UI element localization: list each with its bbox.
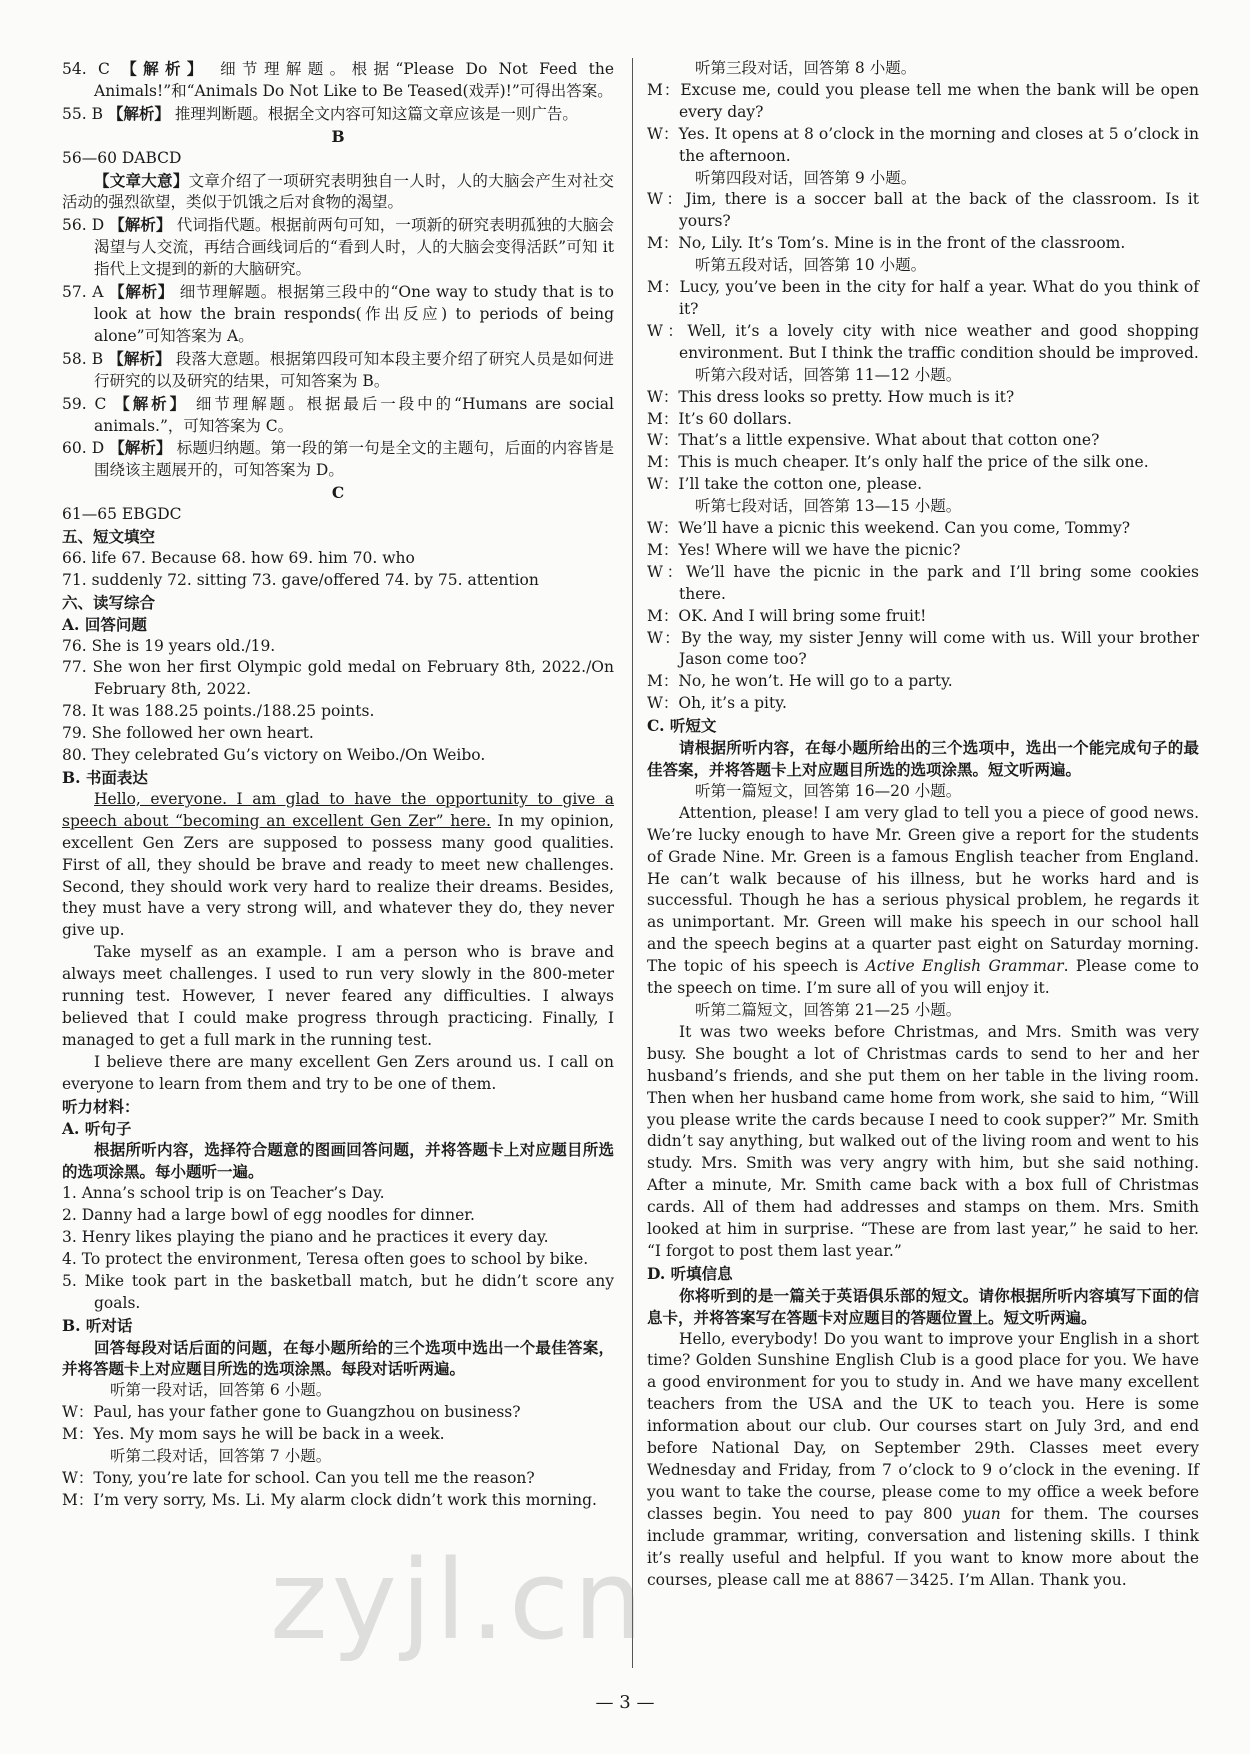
section-c-heading: C xyxy=(331,483,345,503)
dialogue-4-line: W：Jim, there is a soccer ball at the back of the classroom. Is it yours? xyxy=(647,190,1199,231)
dialogue-4-line: M：No, Lily. It’s Tom’s. Mine is in the front of the classroom. xyxy=(647,234,1126,253)
dialogue-1-heading: 听第一段对话，回答第 6 小题。 xyxy=(110,1381,332,1400)
answer-78: 78. It was 188.25 points./188.25 points. xyxy=(62,702,375,721)
answer-57: 57. A 【解析】 细节理解题。根据第三段中的“One way to study that is to look at how the brain responds(作出反应) to periods of being alone”可知答案为 A。 xyxy=(62,282,614,345)
dialogue-7-heading: 听第七段对话，回答第 13—15 小题。 xyxy=(695,497,962,516)
passage-2-text: It was two weeks before Christmas, and Mrs. Smith was very busy. She bought a lot of Christmas cards to send to her and her husband’s friends, and she put them on her table in the living room. Then when her husband came home from work, she said to him, “Will you please write the cards because I need to cook supper?” Mr. Smith didn’t say anything, but walked out of the living room and went to his study. Mrs. Smith was very angry with him, but she said nothing. After a minute, Mr. Smith came back with a box full of Christmas cards. All of them had addresses and stamps on them. Mrs. Smith looked at him in surprise. “These are from last year,” he said to her. “I forgot to post them last year.” xyxy=(647,1022,1199,1260)
sentence-4: 4. To protect the environment, Teresa often goes to school by bike. xyxy=(62,1249,589,1268)
answer-76: 76. She is 19 years old./19. xyxy=(62,636,276,655)
answer-56: 56. D 【解析】 代词指代题。根据前两句可知，一项新的研究表明孤独的大脑会渴望与人交流，再结合画线词后的“看到人时，人的大脑会变得活跃”可知 it 指代上文提到的新的大脑研究。 xyxy=(62,215,614,279)
listen-d-title: D. 听填信息 xyxy=(647,1263,733,1283)
dialogue-3-line: M：Excuse me, could you please tell me when the bank will be open every day? xyxy=(647,80,1199,121)
dialogue-5-line: W：Well, it’s a lovely city with nice weather and good shopping environment. But I think the traffic condition should be improved. xyxy=(647,321,1199,362)
listening-title: 听力材料： xyxy=(62,1096,140,1116)
dialogue-7-line: W：We’ll have a picnic this weekend. Can you come, Tommy? xyxy=(647,519,1131,538)
essay-paragraph-1: Hello, everyone. I am glad to have the opportunity to give a speech about “becoming an excellent Gen Zer” here. In my opinion, excellent Gen Zers are supposed to possess many good qualities. First of all, they should be brave and ready to meet new challenges. Second, they should work very hard to realize their dreams. Besides, they must have a very strong will, and whatever they do, they never give up. xyxy=(62,789,614,940)
dialogue-7-line: M：No, he won’t. He will go to a party. xyxy=(647,672,953,691)
right-column xyxy=(647,58,1199,1591)
passage-3-text: Hello, everybody! Do you want to improve your English in a short time? Golden Sunshine English Club is a good place for you. We have a good environment for you to study in. And we have many excellent teachers from the USA and the UK to teach you. Here is some information about our club. Our courses start on July 3rd, and end before National Day, on September 29th. Classes meet every Wednesday and Friday, from 7 o’clock to 9 o’clock in the evening. If you want to take the course, please come to my office a week before classes begin. You need to pay 800 yuan for them. The courses include grammar, writing, conversation and listening skills. I think it’s really useful and helpful. If you want to know more about the courses, please call me at 8867－3425. I’m Allan. Thank you. xyxy=(647,1329,1199,1589)
passage-1-heading: 听第一篇短文，回答第 16—20 小题。 xyxy=(695,781,962,800)
sentence-1: 1. Anna’s school trip is on Teacher’s Day. xyxy=(62,1184,385,1203)
listen-a-instructions: 根据所听内容，选择符合题意的图画回答问题，并将答题卡上对应题目所选的选项涂黑。每小题听一遍。 xyxy=(62,1140,614,1182)
dialogue-1-line: W：Paul, has your father gone to Guangzhou on business? xyxy=(62,1403,521,1422)
sentence-3: 3. Henry likes playing the piano and he practices it every day. xyxy=(62,1228,549,1247)
dialogue-7-line: W：Oh, it’s a pity. xyxy=(647,694,787,713)
listen-d-instructions: 你将听到的是一篇关于英语俱乐部的短文。请你根据所听内容填写下面的信息卡，并将答案写在答题卡对应题目的答题位置上。短文听两遍。 xyxy=(647,1285,1199,1327)
answer-54: 54. C 【解析】 细节理解题。根据“Please Do Not Feed the Animals!”和“Animals Do Not Like to Be Teased(戏弄)!”可得出答案。 xyxy=(62,59,614,100)
dialogue-2-line: M：I’m very sorry, Ms. Li. My alarm clock didn’t work this morning. xyxy=(62,1490,597,1509)
answer-77: 77. She won her first Olympic gold medal on February 8th, 2022./On February 8th, 2022. xyxy=(62,658,614,699)
column-divider xyxy=(632,58,633,1668)
dialogue-5-line: M：Lucy, you’ve been in the city for half a year. What do you think of it? xyxy=(647,278,1199,318)
left-column xyxy=(62,58,614,1512)
answer-79: 79. She followed her own heart. xyxy=(62,724,314,743)
listen-c-instructions: 请根据所听内容，在每小题所给出的三个选项中，选出一个能完成句子的最佳答案，并将答题卡上对应题目所选的选项涂黑。短文听两遍。 xyxy=(647,738,1199,779)
part-a-title: A. 回答问题 xyxy=(62,614,147,634)
dialogue-6-line: M：This is much cheaper. It’s only half the price of the silk one. xyxy=(647,453,1149,472)
dialogue-7-line: M：Yes! Where will we have the picnic? xyxy=(647,540,961,559)
page-number: — 3 — xyxy=(595,1692,655,1713)
dialogue-1-line: M：Yes. My mom says he will be back in a week. xyxy=(62,1425,445,1444)
part-5-title: 五、短文填空 xyxy=(62,527,156,547)
dialogue-6-line: W：That’s a little expensive. What about that cotton one? xyxy=(647,431,1100,450)
passage-2-heading: 听第二篇短文，回答第 21—25 小题。 xyxy=(695,1000,962,1019)
dialogue-7-line: M：OK. And I will bring some fruit! xyxy=(647,606,927,625)
sentence-5: 5. Mike took part in the basketball match, but he didn’t score any goals. xyxy=(62,1271,614,1312)
passage-1-text: Attention, please! I am very glad to tell you a piece of good news. We’re lucky enough to have Mr. Green give a report for the students of Grade Nine. Mr. Green is a famous English teacher from England. He can’t walk because of his illness, but he works hard and is successful. Though he has a serious physical problem, he regards it as unimportant. Mr. Green will make his speech in our school hall and the speech begins at a quarter past eight on Saturday morning. The topic of his speech is Active English Grammar. Please come to the speech on time. I’m sure all of you will enjoy it. xyxy=(647,803,1199,998)
answers-56-60: 56—60 DABCD xyxy=(62,148,182,167)
dialogue-6-heading: 听第六段对话，回答第 11—12 小题。 xyxy=(695,365,962,384)
answers-61-65: 61—65 EBGDC xyxy=(62,505,182,524)
answer-58: 58. B 【解析】 段落大意题。根据第四段可知本段主要介绍了研究人员是如何进行研究的以及研究的结果，可知答案为 B。 xyxy=(62,348,614,390)
part-6-title: 六、读写综合 xyxy=(62,592,156,612)
dialogue-2-line: W：Tony, you’re late for school. Can you tell me the reason? xyxy=(62,1469,535,1487)
listen-b-instructions: 回答每段对话后面的问题，在每小题所给的三个选项中选出一个最佳答案，并将答题卡上对应题目所选的选项涂黑。每段对话听两遍。 xyxy=(62,1337,614,1379)
listen-a-title: A. 听句子 xyxy=(62,1118,132,1138)
listen-c-title: C. 听短文 xyxy=(647,716,717,736)
sentence-2: 2. Danny had a large bowl of egg noodles for dinner. xyxy=(62,1206,475,1225)
answer-60: 60. D 【解析】 标题归纳题。第一段的第一句是全文的主题句，后面的内容皆是围绕该主题展开的，可知答案为 D。 xyxy=(62,438,614,480)
dialogue-4-heading: 听第四段对话，回答第 9 小题。 xyxy=(695,168,917,187)
listen-b-title: B. 听对话 xyxy=(62,1315,133,1335)
dialogue-6-line: M：It’s 60 dollars. xyxy=(647,409,792,428)
dialogue-3-line: W：Yes. It opens at 8 o’clock in the morning and closes at 5 o’clock in the afternoon. xyxy=(647,124,1199,165)
answers-66-70: 66. life 67. Because 68. how 69. him 70. who xyxy=(62,548,415,567)
answers-71-75: 71. suddenly 72. sitting 73. gave/offered 74. by 75. attention xyxy=(62,570,539,589)
watermark: zyjl.cn xyxy=(270,1536,648,1664)
answer-55: 55. B 【解析】 推理判断题。根据全文内容可知这篇文章应该是一则广告。 xyxy=(62,103,578,123)
dialogue-2-heading: 听第二段对话，回答第 7 小题。 xyxy=(110,1447,332,1466)
answer-59: 59. C 【解析】 细节理解题。根据最后一段中的“Humans are social animals.”，可知答案为 C。 xyxy=(62,393,614,435)
section-b-heading: B xyxy=(331,126,345,146)
dialogue-3-heading: 听第三段对话，回答第 8 小题。 xyxy=(695,59,917,77)
dialogue-7-line: W：We’ll have the picnic in the park and I’ll bring some cookies there. xyxy=(647,562,1199,603)
dialogue-7-line: W：By the way, my sister Jenny will come with us. Will your brother Jason come too? xyxy=(647,628,1199,669)
dialogue-6-line: W：I’ll take the cotton one, please. xyxy=(647,475,922,494)
essay-paragraph-2: Take myself as an example. I am a person who is brave and always meet challenges. I used to run very slowly in the 800-meter running test. However, I never feared any difficulties. I always believed that I could make progress through practicing. Finally, I managed to get a full mark in the running test. xyxy=(62,943,614,1049)
dialogue-6-line: W：This dress looks so pretty. How much is it? xyxy=(647,387,1015,406)
article-summary: 【文章大意】文章介绍了一项研究表明独自一人时，人的大脑会产生对社交活动的强烈欲望，类似于饥饿之后对食物的渴望。 xyxy=(62,170,614,212)
dialogue-5-heading: 听第五段对话，回答第 10 小题。 xyxy=(695,256,927,275)
answer-80: 80. They celebrated Gu’s victory on Weibo./On Weibo. xyxy=(62,746,486,765)
essay-paragraph-3: I believe there are many excellent Gen Zers around us. I call on everyone to learn from them and try to be one of them. xyxy=(62,1052,614,1093)
part-b-title: B. 书面表达 xyxy=(62,768,148,787)
